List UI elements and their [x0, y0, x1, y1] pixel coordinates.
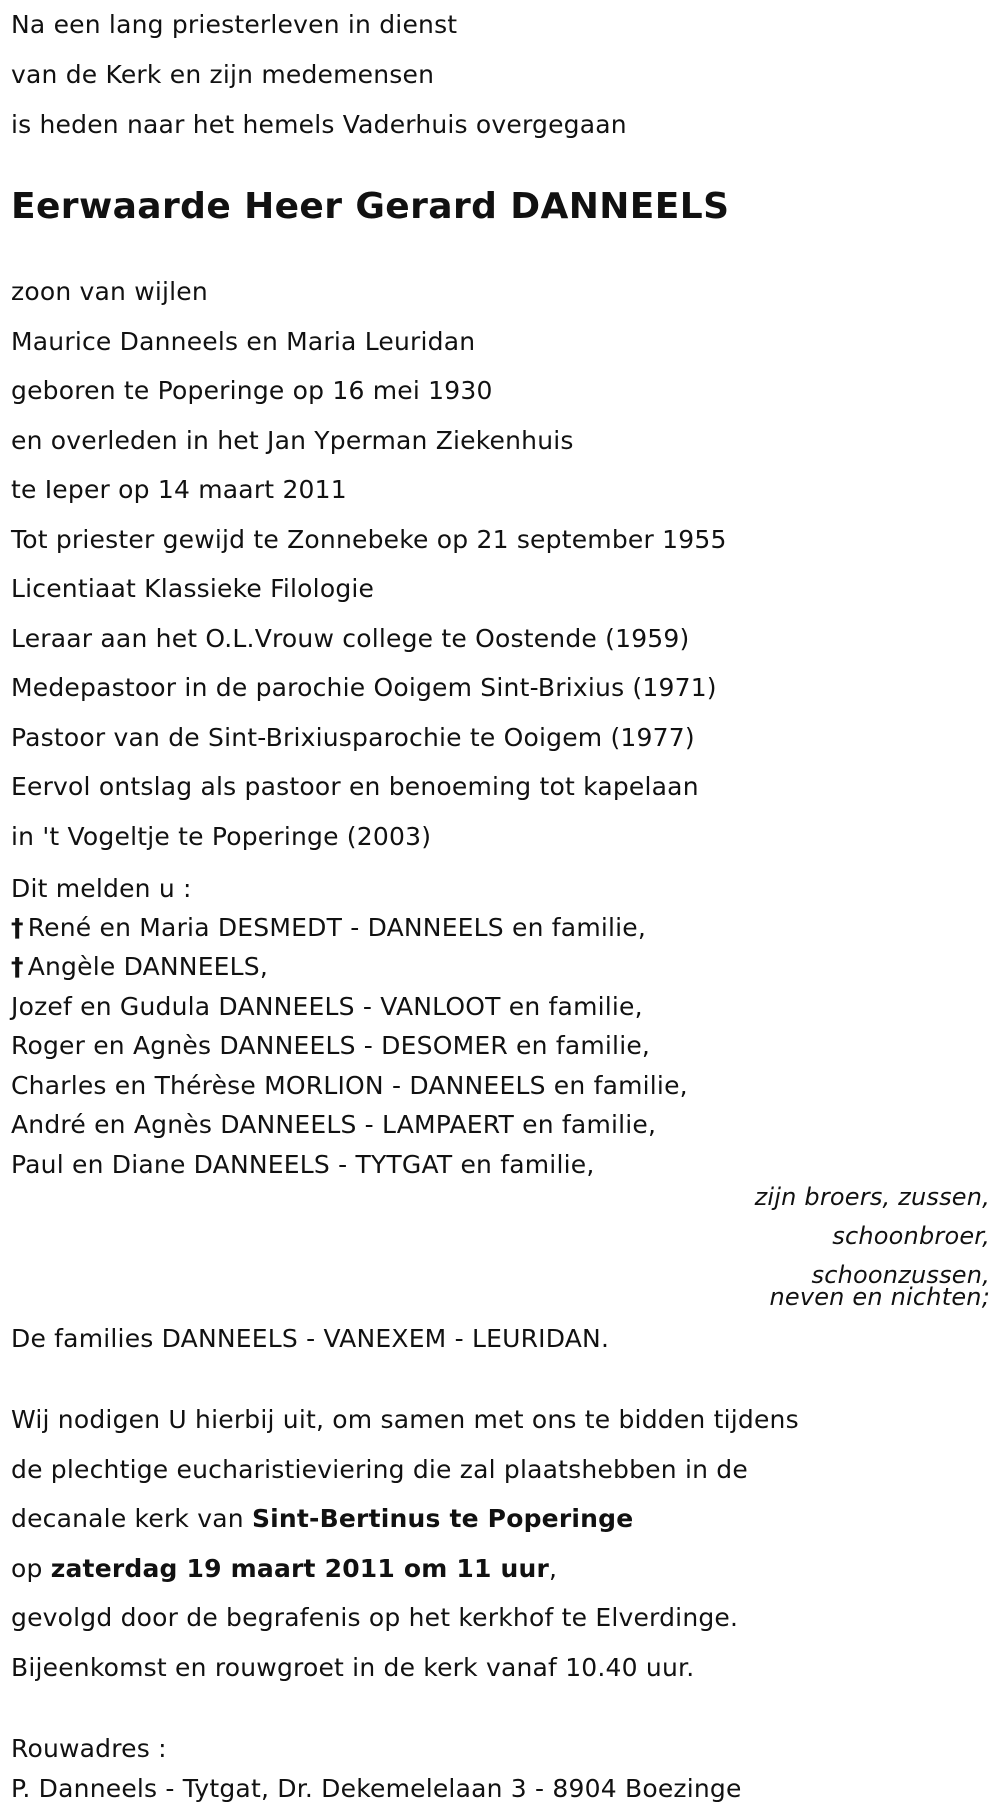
bio-line: Leraar aan het O.L.Vrouw college te Oostende (1959): [11, 624, 690, 653]
family-line: Jozef en Gudula DANNEELS - VANLOOT en familie,: [11, 992, 643, 1021]
family-line: André en Agnès DANNEELS - LAMPAERT en familie,: [11, 1110, 657, 1139]
bio-line: in 't Vogeltje te Poperinge (2003): [11, 822, 432, 851]
family-text: René en Maria DESMEDT - DANNEELS en familie,: [27, 913, 647, 942]
cross-icon: †: [11, 913, 24, 942]
bio-line: Maurice Danneels en Maria Leuridan: [11, 327, 476, 356]
bio-line: Licentiaat Klassieke Filologie: [11, 574, 375, 603]
invite-line: Bijeenkomst en rouwgroet in de kerk vanaf 10.40 uur.: [11, 1653, 695, 1682]
address-line: P. Danneels - Tytgat, Dr. Dekemelelaan 3 - 8904 Boezinge: [11, 1774, 742, 1803]
cross-icon: †: [11, 952, 24, 981]
bio-line: te Ieper op 14 maart 2011: [11, 475, 347, 504]
invite-text: decanale kerk van: [11, 1504, 252, 1533]
family-line: Roger en Agnès DANNEELS - DESOMER en familie,: [11, 1031, 651, 1060]
relation-line: neven en nichten;: [769, 1283, 990, 1311]
relation-line: schoonbroer,: [832, 1222, 990, 1250]
invite-line: [11, 1554, 557, 1584]
family-line: [11, 913, 646, 943]
bio-line: Eervol ontslag als pastoor en benoeming tot kapelaan: [11, 772, 699, 801]
family-line: Charles en Thérèse MORLION - DANNEELS en familie,: [11, 1071, 688, 1100]
family-text: Angèle DANNEELS,: [27, 952, 269, 981]
family-line: Paul en Diane DANNEELS - TYTGAT en familie,: [11, 1150, 595, 1179]
families-line: De families DANNEELS - VANEXEM - LEURIDAN.: [11, 1324, 610, 1353]
intro-line-2: van de Kerk en zijn medemensen: [11, 60, 435, 89]
bio-line: zoon van wijlen: [11, 277, 208, 306]
bio-line: Medepastoor in de parochie Ooigem Sint-Brixius (1971): [11, 673, 717, 702]
invite-text: ,: [549, 1554, 558, 1583]
bio-line: Tot priester gewijd te Zonnebeke op 21 september 1955: [11, 525, 727, 554]
intro-line-3: is heden naar het hemels Vaderhuis overgegaan: [11, 110, 627, 139]
relation-line: schoonzussen,: [811, 1261, 990, 1289]
deceased-name: Eerwaarde Heer Gerard DANNEELS: [11, 186, 730, 227]
intro-line-1: Na een lang priesterleven in dienst: [11, 10, 458, 39]
invite-text: op: [11, 1554, 51, 1583]
bio-line: geboren te Poperinge op 16 mei 1930: [11, 376, 493, 405]
invite-line: [11, 1504, 633, 1534]
family-line: [11, 952, 268, 982]
invite-line: de plechtige eucharistieviering die zal plaatshebben in de: [11, 1455, 748, 1484]
bio-line: Pastoor van de Sint-Brixiusparochie te Ooigem (1977): [11, 723, 695, 752]
relation-line: zijn broers, zussen,: [754, 1183, 990, 1211]
invite-line: gevolgd door de begrafenis op het kerkhof te Elverdinge.: [11, 1603, 739, 1632]
church-name: Sint-Bertinus te Poperinge: [251, 1504, 634, 1533]
bio-line: en overleden in het Jan Yperman Ziekenhuis: [11, 426, 574, 455]
invite-line: Wij nodigen U hierbij uit, om samen met ons te bidden tijdens: [11, 1405, 799, 1434]
ceremony-date: zaterdag 19 maart 2011 om 11 uur: [50, 1554, 550, 1583]
announce-line: Dit melden u :: [11, 874, 192, 903]
address-label: Rouwadres :: [11, 1734, 167, 1763]
